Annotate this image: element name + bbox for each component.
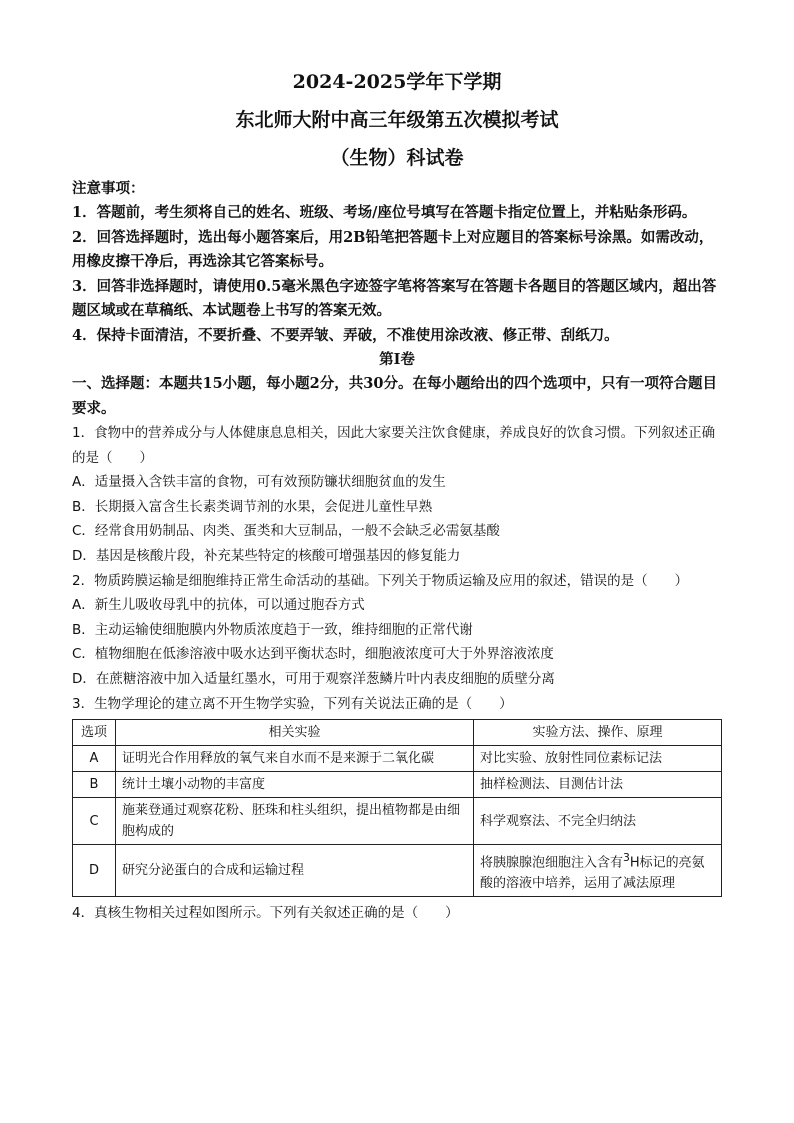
- question-1-option-c: C．经常食用奶制品、肉类、蛋类和大豆制品，一般不会缺乏必需氨基酸: [72, 523, 500, 540]
- table-row: [73, 746, 722, 772]
- question-3-table: [72, 719, 722, 897]
- question-1-option-b: B．长期摄入富含生长素类调节剂的水果，会促进儿童性早熟: [72, 498, 433, 515]
- table-cell-option: B: [73, 772, 116, 798]
- table-row: [73, 845, 722, 897]
- table-row: [73, 798, 722, 845]
- table-row: [73, 772, 722, 798]
- notice-item-3: 3．回答非选择题时，请使用0.5毫米黑色字迹签字笔将答案写在答题卡各题目的答题区域内，超出答题区域或在草稿纸、本试题卷上书写的答案无效。: [72, 277, 717, 319]
- exam-page: [72, 70, 722, 926]
- table-cell-option: D: [73, 845, 116, 897]
- table-header-method: 实验方法、操作、原理: [474, 720, 722, 746]
- question-3-stem: 3．生物学理论的建立离不开生物学实验，下列有关说法正确的是（ ）: [72, 695, 513, 712]
- method-text-post: H标记的亮氨酸的溶液中培养，运用了减法原理: [480, 855, 705, 892]
- question-2-option-b: B．主动运输使细胞膜内外物质浓度趋于一致，维持细胞的正常代谢: [72, 621, 473, 638]
- notice-item-2: 2．回答选择题时，选出每小题答案后，用2B铅笔把答题卡上对应题目的答案标号涂黑。如需改动，用橡皮擦干净后，再选涂其它答案标号。: [72, 228, 714, 270]
- table-cell-experiment: 证明光合作用释放的氧气来自水而不是来源于二氧化碳: [116, 746, 474, 772]
- section-heading: 一、选择题：本题共15小题，每小题2分，共30分。在每小题给出的四个选项中，只有一项符合题目要求。: [72, 375, 717, 417]
- exam-term-title: 2024-2025学年下学期: [292, 71, 502, 93]
- method-text-pre: 将胰腺腺泡细胞注入含有: [480, 855, 624, 871]
- question-1-option-a: A．适量摄入含铁丰富的食物，可有效预防镰状细胞贫血的发生: [72, 474, 446, 491]
- table-cell-method: 科学观察法、不完全归纳法: [474, 798, 722, 845]
- table-cell-experiment: 研究分泌蛋白的合成和运输过程: [116, 845, 474, 897]
- table-cell-method: 抽样检测法、目测估计法: [474, 772, 722, 798]
- table-header-option: 选项: [73, 720, 116, 746]
- volume-label: 第Ⅰ卷: [379, 351, 415, 368]
- question-4-stem: 4．真核生物相关过程如图所示。下列有关叙述正确的是（ ）: [72, 905, 459, 922]
- question-2-option-a: A．新生儿吸收母乳中的抗体，可以通过胞吞方式: [72, 597, 365, 614]
- table-header-row: [73, 720, 722, 746]
- question-2-stem: 2．物质跨膜运输是细胞维持正常生命活动的基础。下列关于物质运输及应用的叙述，错误的是（ ）: [72, 572, 689, 589]
- question-2-option-d: D．在蔗糖溶液中加入适量红墨水，可用于观察洋葱鳞片叶内表皮细胞的质壁分离: [72, 670, 555, 687]
- table-cell-experiment: 统计土壤小动物的丰富度: [116, 772, 474, 798]
- table-header-experiment: 相关实验: [116, 720, 474, 746]
- exam-subject-title: （生物）科试卷: [330, 147, 464, 169]
- question-2-option-c: C．植物细胞在低渗溶液中吸水达到平衡状态时，细胞液浓度可大于外界溶液浓度: [72, 646, 554, 663]
- notice-item-4: 4．保持卡面清洁，不要折叠、不要弄皱、弄破，不准使用涂改液、修正带、刮纸刀。: [72, 326, 619, 344]
- table-cell-method: 对比实验、放射性同位素标记法: [474, 746, 722, 772]
- question-1-stem: 1．食物中的营养成分与人体健康息息相关，因此大家要关注饮食健康，养成良好的饮食习惯。下列叙述正确的是（ ）: [72, 425, 716, 466]
- table-cell-option: C: [73, 798, 116, 845]
- exam-school-title: 东北师大附中高三年级第五次模拟考试: [235, 109, 559, 131]
- question-1-option-d: D．基因是核酸片段，补充某些特定的核酸可增强基因的修复能力: [72, 547, 461, 564]
- isotope-superscript: 3: [623, 851, 630, 865]
- table-cell-experiment: 施莱登通过观察花粉、胚珠和柱头组织，提出植物都是由细胞构成的: [116, 798, 474, 845]
- table-cell-option: A: [73, 746, 116, 772]
- table-cell-method: [474, 845, 722, 897]
- notice-item-1: 1．答题前，考生须将自己的姓名、班级、考场/座位号填写在答题卡指定位置上，并粘贴条形码。: [72, 204, 697, 221]
- notice-heading: 注意事项：: [72, 180, 145, 197]
